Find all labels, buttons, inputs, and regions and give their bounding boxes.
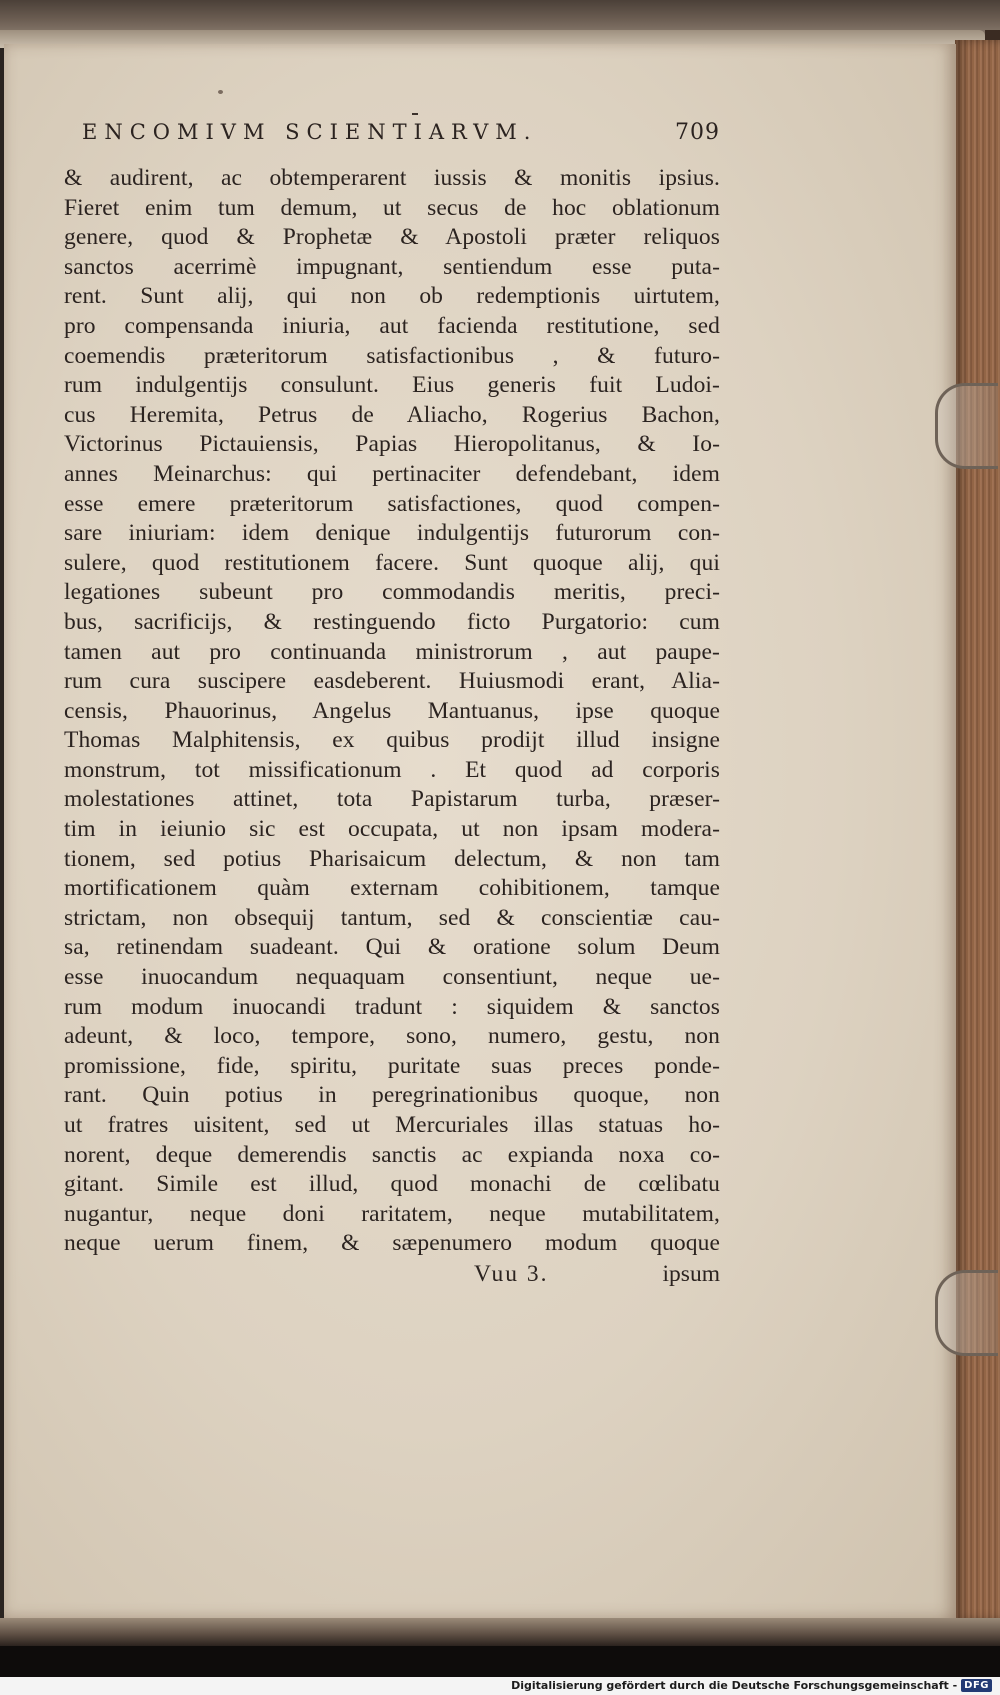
text-line: sanctos acerrimè impugnant, sentiendum esse puta- [64,253,720,280]
text-line: gitant. Simile est illud, quod monachi de cœlibatu [64,1171,720,1198]
credit-text: Digitalisierung gefördert durch die Deutsche Forschungsgemeinschaft - [511,1679,958,1692]
signature-line [64,1261,720,1293]
book-bottom-edge [0,1618,1000,1646]
text-line: promissione, fide, spiritu, puritate suas preces ponde- [64,1052,720,1079]
text-line: sare iniuriam: idem denique indulgentijs futurorum con- [64,520,720,547]
text-line: esse emere præteritorum satisfactiones, quod compen- [64,490,720,517]
catchword: ipsum [662,1260,720,1287]
text-line: cus Heremita, Petrus de Aliacho, Rogerius Bachon, [64,401,720,428]
text-line: ut fratres uisitent, sed ut Mercuriales illas statuas ho- [64,1112,720,1138]
book-clasp-bottom [935,1270,998,1356]
text-line: tim in ieiunio sic est occupata, ut non ipsam modera- [64,816,720,843]
gathering-signature: Vuu 3. [474,1260,549,1287]
text-line: rum cura suscipere easdeberent. Huiusmodi erant, Alia- [64,668,720,695]
running-title: ENCOMIVM SCIENTIARVM. [82,120,538,144]
text-line: Victorinus Pictauiensis, Papias Hieropolitanus, & Io- [64,431,720,458]
paper-spot [218,90,223,94]
text-line: tamen aut pro continuanda ministrorum , aut paupe- [64,638,720,665]
dfg-logo-icon: DFG [961,1679,992,1692]
text-line: rant. Quin potius in peregrinationibus quoque, non [64,1082,720,1109]
text-line: coemendis præteritorum satisfactionibus , & futuro- [64,342,720,369]
text-line: monstrum, tot missificationum . Et quod ad corporis [64,756,720,783]
text-line: rent. Sunt alij, qui non ob redemptionis uirtutem, [64,283,720,310]
body-text [64,164,720,1259]
text-line: Fieret enim tum demum, ut secus de hoc oblationum [64,194,720,221]
funding-credit [511,1676,992,1695]
printers-mark [412,113,418,115]
text-line: mortificationem quàm externam cohibitionem, tamque [64,875,720,902]
text-line: neque uerum finem, & sæpenumero modum quoque [64,1230,720,1257]
text-block [64,120,720,1293]
text-line: adeunt, & loco, tempore, sono, numero, gestu, non [64,1023,720,1050]
scan-background-bar [0,1646,1000,1677]
text-line: annes Meinarchus: qui pertinaciter defendebant, idem [64,460,720,487]
text-line: legationes subeunt pro commodandis meritis, preci- [64,579,720,606]
text-line: sulere, quod restitutionem facere. Sunt quoque alij, qui [64,549,720,576]
text-line: nugantur, neque doni raritatem, neque mutabilitatem, [64,1200,720,1227]
text-line: molestationes attinet, tota Papistarum turba, præser- [64,786,720,813]
text-line: strictam, non obsequij tantum, sed & conscientiæ cau- [64,904,720,931]
book-fore-edge [955,40,1000,1620]
text-line: censis, Phauorinus, Angelus Mantuanus, ipse quoque [64,697,720,724]
text-line: pro compensanda iniuria, aut facienda restitutione, sed [64,312,720,339]
text-line: bus, sacrificijs, & restinguendo ficto Purgatorio: cum [64,608,720,635]
running-head [64,120,720,164]
text-line: tionem, sed potius Pharisaicum delectum, & non tam [64,845,720,872]
text-line: & audirent, ac obtemperarent iussis & monitis ipsius. [64,165,720,191]
text-line: rum indulgentijs consulunt. Eius generis fuit Ludoi- [64,372,720,399]
text-line: rum modum inuocandi tradunt : siquidem & sanctos [64,993,720,1020]
page-number: 709 [675,120,720,145]
text-line: genere, quod & Prophetæ & Apostoli præter reliquos [64,224,720,251]
text-line: sa, retinendam suadeant. Qui & oratione solum Deum [64,934,720,961]
book-clasp-top [935,383,998,469]
text-line: norent, deque demerendis sanctis ac expianda noxa co- [64,1141,720,1168]
text-line: esse inuocandum nequaquam consentiunt, neque ue- [64,964,720,991]
text-line: Thomas Malphitensis, ex quibus prodijt illud insigne [64,727,720,754]
